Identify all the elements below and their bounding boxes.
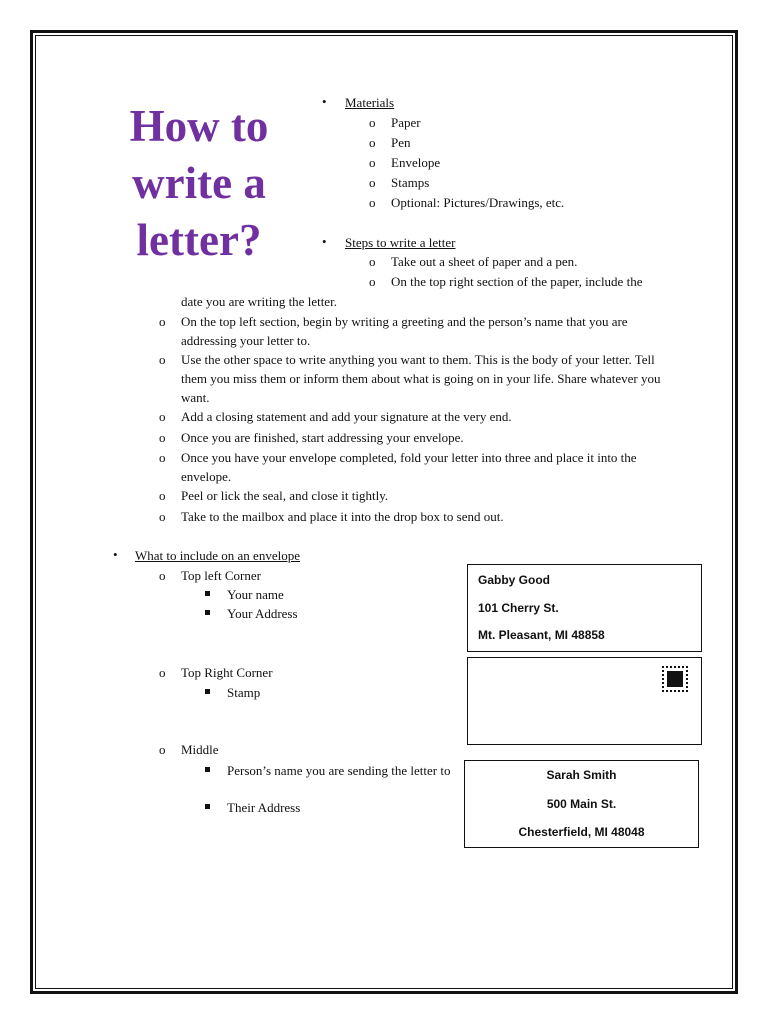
title-line-2: write a [132, 158, 266, 208]
middle-label: Middle [181, 742, 219, 757]
materials-item-pen: Pen [391, 135, 411, 150]
top-left-item-name: Your name [227, 587, 284, 602]
bullet-circle: o [369, 195, 376, 210]
sender-name: Gabby Good [478, 573, 550, 587]
bullet-circle: o [159, 450, 166, 465]
title-line-1: How to [129, 101, 269, 151]
bullet-square [205, 610, 210, 615]
materials-item-optional: Optional: Pictures/Drawings, etc. [391, 195, 565, 210]
bullet-disc: • [322, 234, 327, 249]
bullet-square [205, 689, 210, 694]
sender-street: 101 Cherry St. [478, 601, 559, 615]
bullet-circle: o [159, 568, 166, 583]
materials-item-envelope: Envelope [391, 155, 441, 170]
step-7: Once you have your envelope completed, fold your letter into three and place it into the envelope. [181, 450, 637, 484]
step-8: Peel or lick the seal, and close it tightly. [181, 488, 389, 503]
bullet-circle: o [369, 274, 376, 289]
step-1: Take out a sheet of paper and a pen. [391, 254, 578, 269]
materials-item-paper: Paper [391, 115, 421, 130]
bullet-circle: o [159, 352, 166, 367]
bullet-circle: o [159, 665, 166, 680]
recipient-city: Chesterfield, MI 48048 [518, 825, 645, 839]
middle-item-address: Their Address [227, 800, 301, 815]
step-3: On the top left section, begin by writing a greeting and the person’s name that you are addressing your letter to. [181, 314, 628, 348]
bullet-square [205, 591, 210, 596]
step-5: Add a closing statement and add your signature at the very end. [181, 409, 512, 424]
bullet-circle: o [369, 115, 376, 130]
bullet-circle: o [369, 254, 376, 269]
step-2-line-2: date you are writing the letter. [181, 294, 337, 309]
top-left-corner-label: Top left Corner [181, 568, 261, 583]
step-6: Once you are finished, start addressing your envelope. [181, 430, 464, 445]
materials-heading: Materials [345, 95, 395, 110]
bullet-circle: o [369, 175, 376, 190]
bullet-circle: o [159, 314, 166, 329]
bullet-disc: • [322, 94, 327, 109]
envelope-heading: What to include on an envelope [135, 548, 300, 563]
postage-stamp-icon [662, 666, 688, 692]
bullet-circle: o [369, 155, 376, 170]
step-4: Use the other space to write anything you want to them. This is the body of your letter. Tell them you miss them or inform them about what is going on in your life. Share whatever you want. [181, 352, 661, 405]
top-left-item-address: Your Address [227, 606, 298, 621]
step-2-line-1: On the top right section of the paper, include the [391, 274, 643, 289]
recipient-name: Sarah Smith [546, 768, 617, 782]
bullet-circle: o [159, 488, 166, 503]
bullet-circle: o [159, 430, 166, 445]
bullet-circle: o [159, 742, 166, 757]
recipient-address-box [464, 760, 699, 848]
middle-item-name: Person’s name you are sending the letter to [227, 763, 451, 778]
bullet-square [205, 767, 210, 772]
title-line-3: letter? [136, 215, 262, 265]
stamp-fill [667, 671, 683, 687]
bullet-circle: o [159, 409, 166, 424]
bullet-square [205, 804, 210, 809]
step-9: Take to the mailbox and place it into the drop box to send out. [181, 509, 504, 524]
bullet-circle: o [369, 135, 376, 150]
bullet-disc: • [113, 547, 118, 562]
stamp-box [467, 657, 702, 745]
sender-address-box [467, 564, 702, 652]
bullet-circle: o [159, 509, 166, 524]
recipient-street: 500 Main St. [546, 797, 617, 811]
page-title [118, 98, 280, 269]
materials-item-stamps: Stamps [391, 175, 430, 190]
top-right-corner-label: Top Right Corner [181, 665, 273, 680]
steps-heading: Steps to write a letter [345, 235, 456, 250]
top-right-item-stamp: Stamp [227, 685, 261, 700]
sender-city: Mt. Pleasant, MI 48858 [478, 628, 605, 642]
